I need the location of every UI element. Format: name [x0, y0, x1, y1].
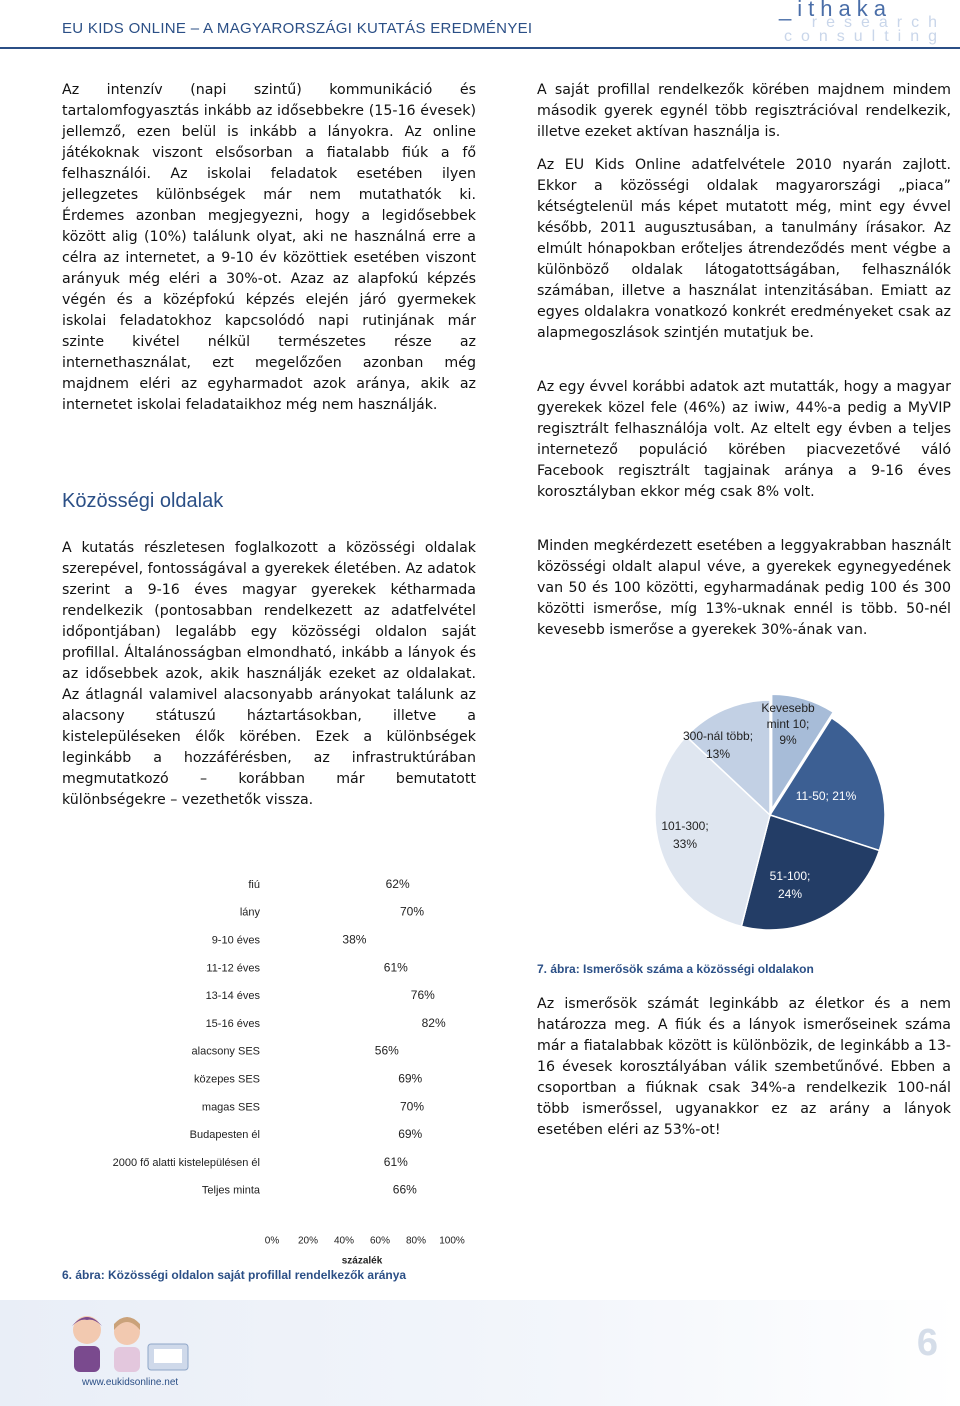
bar	[272, 903, 398, 921]
bar-value-label: 69%	[398, 1127, 423, 1142]
bar-value-label: 61%	[383, 960, 408, 975]
bar	[272, 875, 384, 893]
left-paragraph-2: A kutatás részletesen foglalkozott a közösségi oldalak szerepével, fontosságával a gyerekek életében. Az adatok szerint a 9-16 éves magyar gyerekek kétharmada rendelkezik (pontosabban rendelkezett az adatfelvétel időpontjában) legalább egy közösségi oldalon saját profillal. Általánosságban elmondható, inkább a lányok és az idősebbek azok, akik használják ezeket az oldalakat. Az átlagnál valamivel alacsonyabb arányokat találunk az alacsony státuszú háztartásokban, illetve a kistelepüléseken élők körében. Ezek a különbségek leginkább a hozzáférésben, az infrastruktúrában megmutatkozó – korábban már bemutatott különbségekre – vezethetők vissza.	[62, 540, 476, 808]
page-number: 6	[916, 1322, 938, 1364]
bar-category-label: 9-10 éves	[211, 934, 260, 947]
logo-line-1: _ithaka	[779, 0, 892, 21]
pie-slice-label: 101-300; 33%	[661, 819, 709, 851]
left-paragraph-1: Az intenzív (napi szintű) kommunikáció és tartalomfogyasztás inkább az idősebbekre (15-16 évesek) jellemző, ezen belül is inkább a lányokra. Az online játékoknak viszont elsősorban a fiatalabb fiúk a fő felhasználói. Az iskolai feladatok esetében ilyen jellegzetes különbségek már nem mutathatók ki. Érdemes azonban megjegyezni, hogy a legidősebbek között alig (10%) találunk olyat, aki ne használná erre a célra az internetet, a 9-10 év közöttiek esetében viszont arányuk még eléri a 30%-ot. Azaz az alapfokú képzés végén és a középfokú képzés elején járó gyermekek iskolai feladatokhoz kapcsolódó napi rutinjának már szinte kivétel nélkül természetes része az internethasználat, ezt megelőzően azonban még majdnem eléri az egyharmadot azok aránya, akik az internetet iskolai feladataikhoz még nem használják.	[62, 82, 476, 413]
bar-category-label: Budapesten él	[189, 1129, 260, 1142]
bar	[272, 931, 340, 949]
bar	[272, 1181, 391, 1199]
bar-value-label: 70%	[400, 1099, 425, 1114]
friends-count-pie-chart	[630, 690, 910, 940]
bar-category-label: 13-14 éves	[205, 990, 260, 1003]
kids-illustration-icon	[62, 1302, 192, 1374]
pie-slice-label: Kevesebb mint 10; 9%	[761, 701, 815, 747]
logo-line-3: consulting	[783, 28, 946, 45]
bar	[272, 1097, 398, 1115]
bar-value-label: 66%	[392, 1182, 417, 1197]
footer-url: www.eukidsonline.net	[82, 1377, 179, 1388]
pie-slice-label: 11-50; 21%	[795, 789, 857, 803]
logo-line-2: research	[811, 14, 946, 31]
bar-value-label: 76%	[410, 988, 435, 1003]
bar	[272, 986, 409, 1004]
bar-value-label: 61%	[383, 1154, 408, 1169]
bar-value-label: 62%	[385, 876, 410, 891]
x-tick-label: 60%	[369, 1235, 391, 1247]
right-paragraph-3: Az egy évvel korábbi adatok azt mutatták, hogy a magyar gyerekek közel fele (46%) az iwiw, 44%-a pedig a MyVIP regisztrált felhasználója volt. Az eltelt egy évben a teljes internetező populáció körében piacvezetővé váló Facebook regisztrált tagjainak aránya a 9-16 éves korosztályban ekkor még csak 8% volt.	[537, 379, 951, 500]
bar	[272, 1125, 396, 1143]
bar-category-label: Teljes minta	[201, 1184, 260, 1197]
ithaka-logo	[752, 0, 952, 50]
x-tick-label: 0%	[264, 1235, 280, 1247]
x-axis-label: százalék	[341, 1255, 383, 1267]
bar	[272, 1014, 420, 1032]
bar-category-label: lány	[239, 906, 260, 919]
right-paragraph-5: Az ismerősök számát leginkább az életkor és a nem határozza meg. A fiúk és a lányok ismerőseinek száma már a fiatalabbak között is különbözik, de leginkább a 13-16 évesek korosztályában válik szembetűnővé. Ebben a csoportban a fiúknak csak 34%-a rendelkezik 100-nál több ismerőssel, ugyanakkor ez az arány a lányok esetében eléri az 53%-ot!	[537, 996, 951, 1138]
bar-value-label: 70%	[400, 904, 425, 919]
bar-value-label: 69%	[398, 1071, 423, 1086]
figure-7-caption: 7. ábra: Ismerősök száma a közösségi oldalakon	[537, 962, 814, 976]
bar-category-label: közepes SES	[193, 1073, 260, 1086]
bar	[272, 1153, 382, 1171]
bar-value-label: 38%	[342, 932, 367, 947]
bar	[272, 1042, 373, 1060]
bar-category-label: alacsony SES	[191, 1045, 260, 1058]
bar-category-label: magas SES	[201, 1101, 260, 1114]
bar-category-label: 2000 fő alatti kistelepülésen él	[112, 1156, 260, 1169]
right-paragraph-2: Az EU Kids Online adatfelvétele 2010 nyarán zajlott. Ekkor a közösségi oldalak magyarországi „piaca” kétségtelenül más képet mutatott még, mint egy évvel később, 2011 augusztusában, a tanulmány írásakor. Az elmúlt hónapokban erőteljes átrendeződés ment végbe a különböző oldalak látogatottságában, felhasználók számában, illetve a használat intenzitásában. Emiatt az egyes oldalakra vonatkozó konkrét eredményeket csak az alapmegoszlások szintjén mutatjuk be.	[537, 157, 951, 341]
bar	[272, 958, 382, 976]
x-tick-label: 20%	[297, 1235, 319, 1247]
pie-slice-label: 51-100; 24%	[769, 869, 811, 901]
running-header-title: EU KIDS ONLINE – A MAGYARORSZÁGI KUTATÁS EREDMÉNYEI	[62, 20, 533, 37]
right-paragraph-4: Minden megkérdezett esetében a leggyakrabban használt közösségi oldalt alapul véve, a gyerekek egynegyedének van 50 és 100 közötti, egyharmadának pedig 100 és 300 közötti ismerőse, míg 13%-uknak ennél is több. 50-nél kevesebb ismerőse a gyerekek 30%-ának van.	[537, 538, 951, 638]
x-tick-label: 40%	[333, 1235, 355, 1247]
section-heading: Közösségi oldalak	[62, 490, 224, 512]
pie-slice-label: 300-nál több; 13%	[682, 729, 754, 761]
bar	[272, 1070, 396, 1088]
x-tick-label: 80%	[405, 1235, 427, 1247]
bar-value-label: 82%	[421, 1015, 446, 1030]
x-tick-label: 100%	[439, 1235, 465, 1247]
right-paragraph-1: A saját profillal rendelkezők körében majdnem mindem második gyerek egynél több regisztrációval rendelkezik, illetve ezeket aktívan használja is.	[537, 82, 951, 140]
figure-6-caption: 6. ábra: Közösségi oldalon saját profillal rendelkezők aránya	[62, 1268, 407, 1282]
header-divider	[0, 47, 960, 49]
bar-category-label: 11-12 éves	[206, 962, 260, 975]
bar-category-label: fiú	[248, 878, 260, 891]
bar-category-label: 15-16 éves	[205, 1017, 260, 1030]
profile-share-bar-chart	[60, 862, 480, 1267]
bar-value-label: 56%	[374, 1043, 399, 1058]
